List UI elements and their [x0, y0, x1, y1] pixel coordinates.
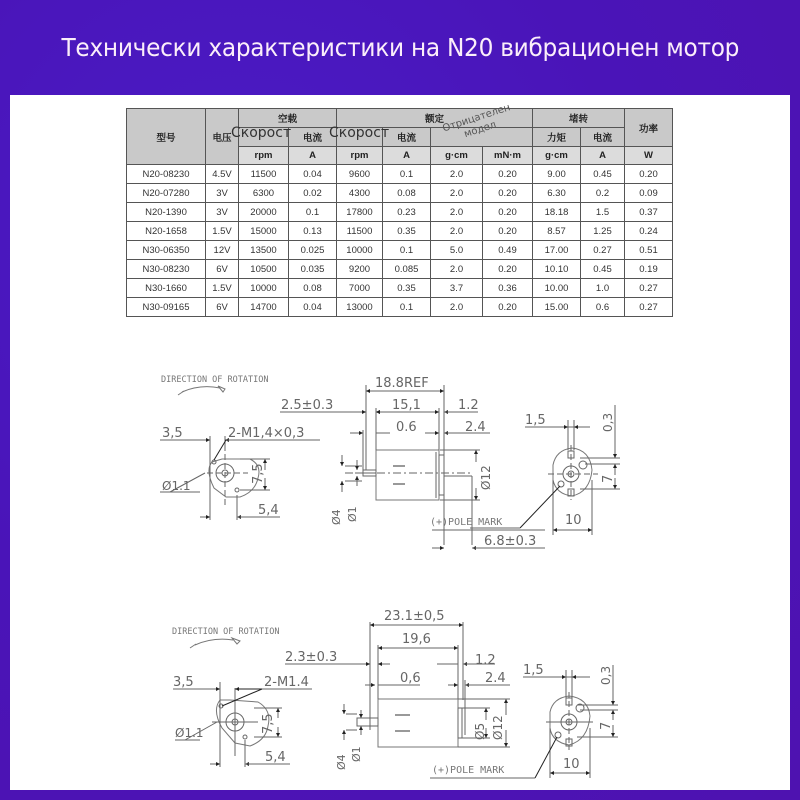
- cell-model: N20-1390: [127, 203, 206, 222]
- cell: 0.23: [383, 203, 431, 222]
- n20-body-length: 15,1: [392, 398, 421, 413]
- n20-dia-4: Ø4: [330, 509, 343, 525]
- cell: 0.49: [483, 241, 533, 260]
- n20-dim-0-3: 0,3: [601, 412, 615, 432]
- n30-pole-mark: (+)POLE MARK: [432, 765, 505, 776]
- unit-cell: g·cm: [431, 147, 483, 165]
- cell: 0.04: [289, 165, 337, 184]
- cell: 2.0: [431, 203, 483, 222]
- n30-shaft-length: 2.3±0.3: [285, 650, 338, 665]
- cell: 6.30: [533, 184, 581, 203]
- cell: 17.00: [533, 241, 581, 260]
- header-stall-torque: 力矩: [533, 128, 581, 147]
- cell-model: N20-08230: [127, 165, 206, 184]
- rated-speed-label: Скорост: [329, 125, 390, 141]
- cell: 10.00: [533, 279, 581, 298]
- n20-dim-3-5: 3,5: [162, 426, 183, 441]
- n30-dim-0-6: 0,6: [400, 671, 421, 686]
- header-no-load: 空载: [239, 109, 337, 128]
- cell: 3.7: [431, 279, 483, 298]
- cell: 0.035: [289, 260, 337, 279]
- cell: 0.085: [383, 260, 431, 279]
- n30-thread: 2-M1.4: [264, 675, 309, 690]
- cell: 0.08: [383, 184, 431, 203]
- n20-shaft-length: 2.5±0.3: [281, 398, 334, 413]
- cell: 0.51: [625, 241, 673, 260]
- n30-direction-label: DIRECTION OF ROTATION: [172, 627, 280, 637]
- cell: 0.20: [483, 184, 533, 203]
- cell: 15.00: [533, 298, 581, 317]
- cell: 11500: [239, 165, 289, 184]
- cell: 14700: [239, 298, 289, 317]
- unit-cell: A: [383, 147, 431, 165]
- cell: 18.18: [533, 203, 581, 222]
- cell: 0.20: [483, 260, 533, 279]
- header-stall-current: 电流: [581, 128, 625, 147]
- cell: 6300: [239, 184, 289, 203]
- cell: 4300: [337, 184, 383, 203]
- cell: 0.20: [483, 203, 533, 222]
- cell-model: N20-07280: [127, 184, 206, 203]
- cell: 13000: [337, 298, 383, 317]
- n20-dim-0-6: 0.6: [396, 420, 417, 435]
- header-model: 型号: [127, 109, 206, 165]
- cell: 0.1: [383, 165, 431, 184]
- cell: 2.0: [431, 165, 483, 184]
- n30-dia-12: Ø12: [491, 715, 505, 740]
- cell: 0.35: [383, 222, 431, 241]
- cell-model: N20-1658: [127, 222, 206, 241]
- cell: 0.19: [625, 260, 673, 279]
- cell: 10500: [239, 260, 289, 279]
- cell: 2.0: [431, 184, 483, 203]
- cell: 0.20: [625, 165, 673, 184]
- cell: 20000: [239, 203, 289, 222]
- cell: 0.09: [625, 184, 673, 203]
- cell: 9200: [337, 260, 383, 279]
- cell: 11500: [337, 222, 383, 241]
- cell: 8.57: [533, 222, 581, 241]
- cell: 0.1: [383, 241, 431, 260]
- n30-dim-1-2: 1.2: [475, 653, 496, 668]
- cell: 0.45: [581, 165, 625, 184]
- n20-dim-7-5: 7,5: [251, 463, 266, 484]
- n20-dim-5-4: 5,4: [258, 503, 279, 518]
- n20-thread: 2-M1,4×0,3: [228, 426, 305, 441]
- cell: 1.5V: [206, 222, 239, 241]
- cell: 0.6: [581, 298, 625, 317]
- cell: 2.0: [431, 222, 483, 241]
- cell: 7000: [337, 279, 383, 298]
- n30-dim-10: 10: [563, 757, 580, 772]
- cell: 0.37: [625, 203, 673, 222]
- cell: 3V: [206, 184, 239, 203]
- cell: 0.1: [289, 203, 337, 222]
- header-rated-current: 电流: [383, 128, 431, 147]
- cell: 1.5: [581, 203, 625, 222]
- cell: 4.5V: [206, 165, 239, 184]
- cell: 0.04: [289, 298, 337, 317]
- cell: 0.36: [483, 279, 533, 298]
- n20-terminal-length: 6.8±0.3: [484, 534, 537, 549]
- cell: 6V: [206, 260, 239, 279]
- unit-cell: A: [289, 147, 337, 165]
- cell: 0.24: [625, 222, 673, 241]
- cell: 0.27: [581, 241, 625, 260]
- n20-dia-1: Ø1: [346, 506, 359, 522]
- n20-dim-7: 7: [601, 474, 616, 483]
- cell: 13500: [239, 241, 289, 260]
- cell: 9600: [337, 165, 383, 184]
- cell-model: N30-08230: [127, 260, 206, 279]
- unit-cell: mN·m: [483, 147, 533, 165]
- cell-model: N30-09165: [127, 298, 206, 317]
- cell: 9.00: [533, 165, 581, 184]
- unit-cell: W: [625, 147, 673, 165]
- n30-dia-4: Ø4: [335, 754, 348, 770]
- cell: 0.35: [383, 279, 431, 298]
- unit-cell: g·cm: [533, 147, 581, 165]
- cell: 3V: [206, 203, 239, 222]
- cell: 0.27: [625, 279, 673, 298]
- n30-dia-5: Ø5: [473, 722, 487, 740]
- cell: 0.20: [483, 222, 533, 241]
- cell: 10000: [337, 241, 383, 260]
- cell: 10.10: [533, 260, 581, 279]
- cell: 0.45: [581, 260, 625, 279]
- n20-overall-length: 18.8REF: [375, 376, 429, 391]
- n20-dia-1-1: Ø1.1: [162, 479, 191, 493]
- header-stall: 堵转: [533, 109, 625, 128]
- cell: 0.20: [483, 298, 533, 317]
- cell: 0.02: [289, 184, 337, 203]
- n30-dim-1-5: 1,5: [523, 663, 544, 678]
- n30-body-length: 19,6: [402, 632, 431, 647]
- cell: 17800: [337, 203, 383, 222]
- n30-dim-2-4: 2.4: [485, 671, 506, 686]
- cell: 0.27: [625, 298, 673, 317]
- n20-dim-1-5: 1,5: [525, 413, 546, 428]
- n30-dim-0-3: 0,3: [599, 665, 613, 685]
- cell-model: N30-1660: [127, 279, 206, 298]
- cell: 1.25: [581, 222, 625, 241]
- cell: 0.025: [289, 241, 337, 260]
- header-rated: 额定: [337, 109, 533, 128]
- cell: 0.13: [289, 222, 337, 241]
- cell: 12V: [206, 241, 239, 260]
- cell: 0.2: [581, 184, 625, 203]
- unit-cell: rpm: [239, 147, 289, 165]
- cell: 0.20: [483, 165, 533, 184]
- cell: 1.5V: [206, 279, 239, 298]
- rated-torque-label: Отрицателен модел: [441, 102, 512, 141]
- cell: 1.0: [581, 279, 625, 298]
- n20-dia-12: Ø12: [479, 465, 493, 490]
- no-load-speed-label: Скорост: [231, 125, 292, 141]
- n30-dim-5-4: 5,4: [265, 750, 286, 765]
- cell: 6V: [206, 298, 239, 317]
- n20-dim-10: 10: [565, 513, 582, 528]
- n30-dia-1: Ø1: [350, 746, 363, 762]
- cell-model: N30-06350: [127, 241, 206, 260]
- cell: 0.1: [383, 298, 431, 317]
- cell: 0.08: [289, 279, 337, 298]
- cell: 2.0: [431, 298, 483, 317]
- n30-dim-3-5: 3,5: [173, 675, 194, 690]
- cell: 5.0: [431, 241, 483, 260]
- n30-dim-7: 7: [599, 721, 614, 730]
- header-power: 功率: [625, 109, 673, 147]
- header-no-load-current: 电流: [289, 128, 337, 147]
- n20-dim-1-2: 1.2: [458, 398, 479, 413]
- cell: 10000: [239, 279, 289, 298]
- header-voltage: 电压: [206, 109, 239, 165]
- page-title: Технически характеристики на N20 вибрационен мотор: [61, 33, 739, 62]
- n20-direction-label: DIRECTION OF ROTATION: [161, 375, 269, 385]
- n30-overall-length: 23.1±0,5: [384, 609, 445, 624]
- n20-pole-mark: (+)POLE MARK: [430, 517, 503, 528]
- n20-dim-2-4: 2.4: [465, 420, 486, 435]
- cell: 15000: [239, 222, 289, 241]
- n30-dia-1-1: Ø1.1: [175, 726, 204, 740]
- unit-cell: rpm: [337, 147, 383, 165]
- unit-cell: A: [581, 147, 625, 165]
- cell: 2.0: [431, 260, 483, 279]
- n30-dim-7-5: 7,5: [261, 713, 276, 734]
